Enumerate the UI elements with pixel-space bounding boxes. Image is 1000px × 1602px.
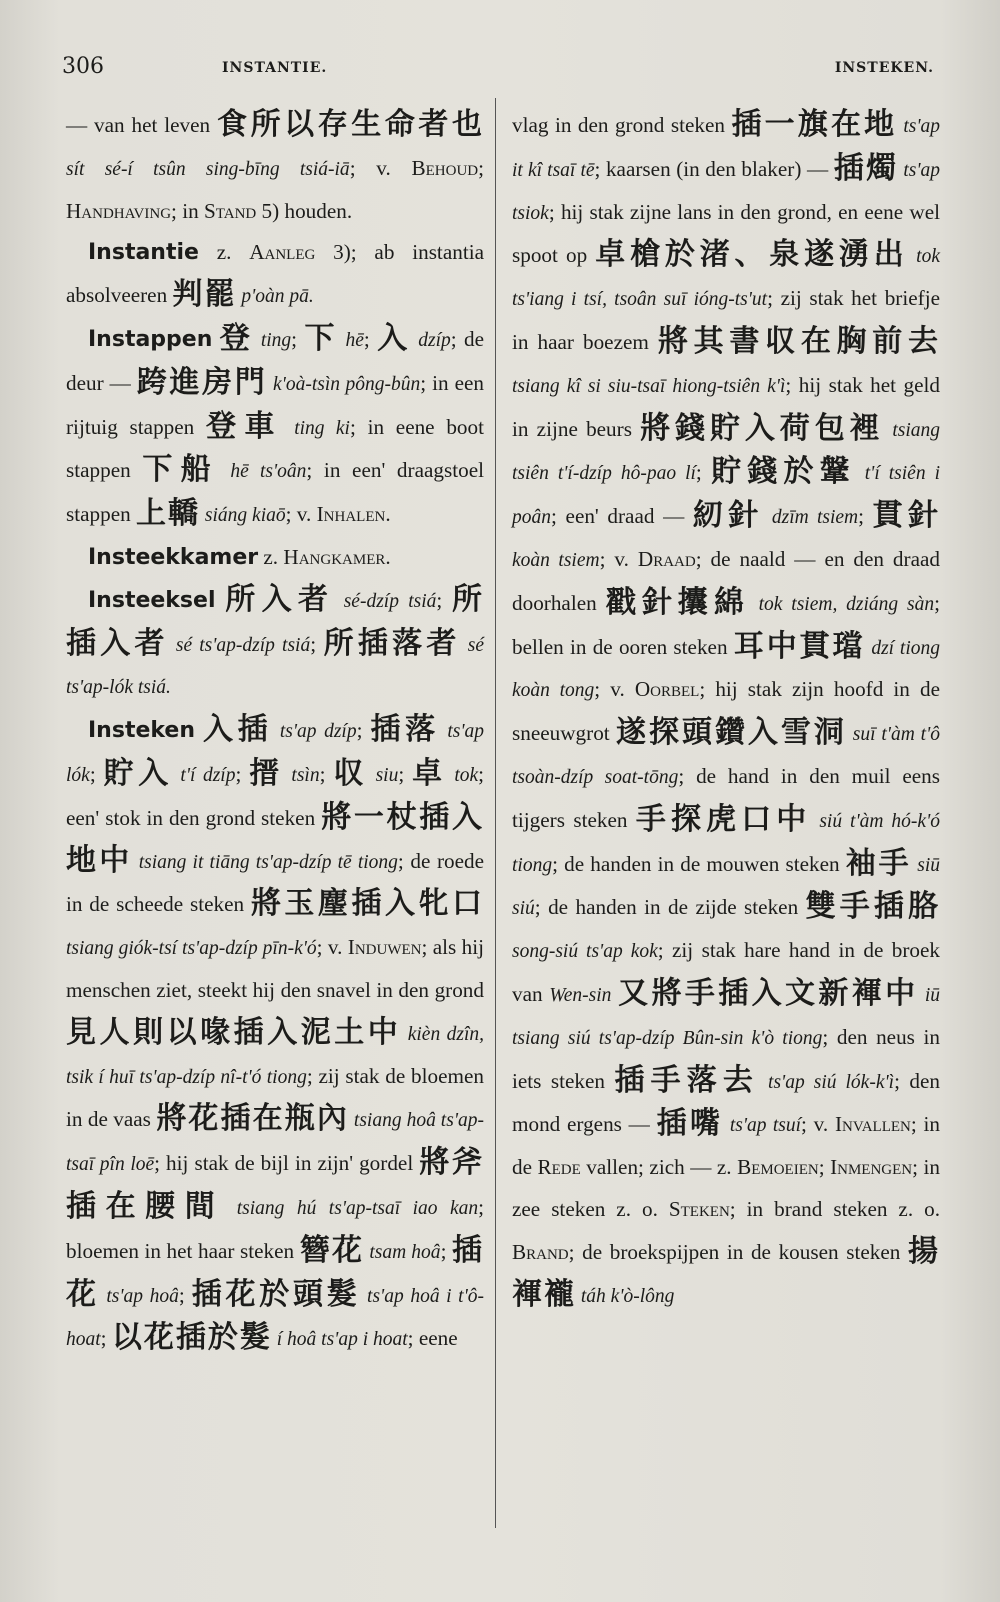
entry-text: ; zij stak de bloemen in de vaas — [66, 1063, 484, 1132]
entry-text: z. — [258, 544, 284, 569]
entry-text: ; zij stak het briefje in haar boezem — [512, 286, 940, 354]
chinese-characters: 所入者 — [225, 581, 335, 617]
entry-text: ; hij stak het geld in zijne beurs — [512, 372, 940, 441]
romanization: koàn tsiem — [512, 549, 600, 571]
romanization: tsam hoâ — [364, 1241, 441, 1263]
entry-text: ; eene — [407, 1326, 458, 1351]
chinese-characters: 遂探頭鑽入雪洞 — [615, 715, 847, 751]
chinese-characters: 登 — [219, 320, 254, 356]
dictionary-entry — [66, 579, 484, 709]
cross-reference: Behoud — [411, 155, 479, 180]
chinese-characters: 貯入 — [103, 755, 173, 791]
romanization: ts'ap hoâ — [99, 1285, 179, 1307]
romanization: tsìn — [283, 764, 320, 786]
romanization: tsiang hú ts'ap-tsaī iao kan — [224, 1197, 479, 1219]
chinese-characters: 又將手插入文新褌中 — [618, 975, 919, 1011]
chinese-characters: 登車 — [206, 408, 283, 444]
chinese-characters: 插手落去 — [614, 1062, 760, 1098]
cross-reference: Steken — [668, 1196, 730, 1221]
entry-text: ; als hij menschen ziet, steekt hij den snavel in den grond — [66, 935, 484, 1002]
entry-text: ; de hand in den muil eens tijgers steken — [512, 763, 940, 832]
entry-text: ; in zee steken z. o. — [512, 1155, 940, 1221]
chinese-characters: 插花於頭髮 — [191, 1276, 361, 1312]
entry-text: ; de handen in de zijde steken — [534, 895, 806, 920]
entry-text: ; — [100, 1326, 112, 1351]
entry-text: ; in — [171, 198, 204, 223]
page-number: 306 — [62, 54, 104, 79]
romanization: ts'ap tsiok — [512, 159, 941, 224]
chinese-characters: 將玉麈插入牝口 — [250, 886, 484, 922]
romanization: ting ki — [282, 417, 350, 439]
entry-text: ; — [695, 460, 712, 485]
entry-text: ; de naald — en den draad doorhalen — [512, 546, 940, 615]
chinese-characters: 插落 — [370, 712, 440, 748]
chinese-characters: 雙手插胳 — [805, 889, 940, 925]
cross-reference: Bemoeien — [737, 1155, 819, 1180]
romanization: í hoâ ts'ap i hoat — [271, 1329, 408, 1351]
entry-text: ; — [436, 587, 452, 612]
chinese-characters: 插燭 — [833, 150, 899, 186]
entry-text: ; — [356, 718, 371, 743]
headword: Insteken — [88, 718, 196, 744]
entry-text: . — [385, 502, 391, 527]
entry-text: ; — [440, 1238, 453, 1263]
romanization: tsiang tsiên t'í-dzíp hô-pao lí — [512, 419, 940, 485]
entry-text: ; v. — [285, 502, 317, 527]
romanization: ting — [253, 329, 292, 351]
romanization: ts'ap hoâ i t'ô-hoat — [66, 1285, 485, 1351]
romanization: ts'ap tsuí — [723, 1115, 802, 1137]
entry-text: ; hij stak zijn hoofd in de sneeuwgrot — [512, 677, 940, 746]
chinese-characters: 耳中貫璫 — [733, 628, 866, 664]
chinese-characters: 將一杖插入地中 — [66, 799, 485, 878]
chinese-characters: 袖手 — [845, 845, 912, 881]
chinese-characters: 卓槍於渚、泉遂湧出 — [595, 237, 909, 273]
headword: Instantie — [88, 240, 199, 266]
cross-reference: Brand — [512, 1239, 569, 1264]
romanization: suī t'àm t'ô tsoàn-dzíp soat-tōng — [512, 724, 941, 788]
dictionary-entry — [66, 537, 484, 579]
chinese-characters: 下船 — [142, 452, 220, 488]
romanization: siu — [368, 764, 399, 786]
cross-reference: Draad — [637, 546, 696, 571]
dictionary-entry — [66, 709, 484, 1361]
romanization: hē ts'oân — [219, 461, 307, 483]
cross-reference: Inmengen — [830, 1155, 913, 1180]
headword: Insteekkamer — [88, 544, 259, 570]
dictionary-entry — [66, 232, 484, 318]
romanization: ts'ap dzíp — [272, 721, 357, 743]
romanization: tok — [446, 764, 479, 786]
romanization: siáng kiaō — [200, 505, 286, 527]
romanization: sé-dzíp tsiá — [334, 590, 437, 612]
entry-text: ; — [89, 761, 104, 786]
romanization: siū siú — [512, 854, 941, 920]
chinese-characters: 搢 — [249, 755, 284, 791]
chinese-characters: 將花插在瓶內 — [156, 1101, 349, 1137]
chinese-characters: 以花插於髮 — [111, 1320, 272, 1356]
romanization: táh k'ò-lông — [576, 1285, 675, 1307]
entry-text: ; — [178, 1282, 192, 1307]
romanization: kièn dzîn, tsik í huī ts'ap-dzíp nî-t'ó tiong — [66, 1023, 485, 1088]
cross-reference: Rede — [537, 1155, 581, 1180]
cross-reference: Aanleg — [249, 240, 316, 265]
romanization: ts'ap siú lók-k'ì — [759, 1071, 895, 1093]
entry-text — [212, 327, 219, 351]
chinese-characters: 卓 — [412, 755, 447, 791]
romanization: t'í tsiên i poân — [512, 463, 940, 529]
entry-text: ; bloemen in het haar steken — [66, 1194, 485, 1263]
chinese-characters: 插一旗在地 — [731, 107, 898, 142]
chinese-characters: 跨進房門 — [136, 364, 268, 400]
chinese-characters: 簪花 — [299, 1232, 365, 1268]
entry-text: ; — [319, 761, 334, 786]
entry-text: ; de broekspijpen in de kousen steken — [568, 1239, 908, 1264]
entry-text: ; hij stak de bijl in zijn' gordel — [154, 1151, 420, 1176]
entry-text: ; — [310, 631, 324, 656]
entry-text: ; v. — [316, 935, 348, 960]
entry-text: . — [385, 544, 391, 569]
chinese-characters: 插嘴 — [656, 1106, 724, 1142]
entry-text: ; v. — [349, 155, 412, 180]
chinese-characters: 見人則以喙插入泥土中 — [66, 1014, 402, 1050]
romanization: tsiang giók-tsí ts'ap-dzíp pīn-k'ó — [66, 938, 317, 960]
romanization: iū tsiang siú ts'ap-dzíp Bûn-sin k'ò tiong — [512, 984, 941, 1049]
romanization: Wen-sin — [549, 984, 612, 1006]
dictionary-entry — [512, 104, 940, 1317]
entry-text — [195, 718, 203, 742]
romanization: tsiang it tiāng ts'ap-dzíp tē tiong — [132, 851, 398, 873]
chinese-characters: 入插 — [202, 712, 273, 748]
entry-text: ; v. — [594, 677, 635, 702]
romanization: p'oàn pā. — [236, 286, 314, 308]
entry-text: ; den mond ergens — — [512, 1068, 940, 1137]
romanization: ts'ap it kî tsaī tē — [512, 116, 941, 181]
romanization: ts'ap lók — [66, 721, 485, 786]
cross-reference: Inhalen — [316, 502, 386, 527]
romanization: song-siú ts'ap kok — [512, 941, 658, 963]
entry-text: ; in de — [512, 1112, 941, 1180]
entry-text: z. — [198, 240, 250, 265]
headword: Instappen — [88, 326, 213, 352]
romanization: k'oà-tsìn pông-bûn — [267, 373, 421, 395]
romanization: sé ts'ap-dzíp tsiá — [168, 634, 311, 656]
romanization: tok ts'iang i tsí, tsoân suī ióng-ts'ut — [512, 246, 940, 311]
entry-text: ; de roede in de scheede steken — [66, 848, 485, 917]
entry-text: ; in een rijtuig stappen — [66, 370, 484, 439]
cross-reference: Invallen — [834, 1112, 911, 1137]
right-column — [512, 104, 940, 1317]
romanization: dzí tiong koàn tong — [512, 637, 940, 702]
entry-text: ; — [478, 155, 484, 180]
chinese-characters: 収 — [333, 755, 369, 791]
entry-text: ; — [858, 504, 873, 529]
chinese-characters: 貫針 — [872, 498, 941, 534]
chinese-characters: 上轎 — [136, 496, 201, 532]
chinese-characters: 所插入者 — [66, 581, 484, 661]
cross-reference: Handhaving — [66, 198, 172, 223]
entry-text — [216, 588, 226, 612]
cross-reference: Stand — [204, 198, 257, 223]
chinese-characters: 下 — [304, 320, 339, 356]
romanization: t'í dzíp — [172, 764, 236, 786]
entry-text: vallen; zich — z. — [580, 1155, 738, 1180]
chinese-characters: 所插落者 — [323, 625, 461, 661]
entry-text: ; in een' draagstoel stappen — [66, 458, 484, 527]
entry-text: ; in brand steken z. o. — [729, 1196, 940, 1221]
entry-text: 3); ab instantia absolveeren — [66, 240, 484, 308]
left-running-head: INSTANTIE. — [222, 60, 328, 76]
entry-text: ; — [291, 326, 305, 351]
entry-text: ; zij stak hare hand in de broek van — [512, 938, 940, 1006]
entry-text: ; — [398, 761, 413, 786]
entry-text: — van het leven — [66, 113, 218, 137]
left-column — [66, 104, 484, 1361]
entry-text: vlag in den grond steken — [512, 113, 732, 137]
entry-text: ; een' draad — — [551, 504, 693, 529]
chinese-characters: 將錢貯入荷包裡 — [640, 410, 885, 446]
romanization: dzíp — [411, 329, 451, 351]
entry-text: ; — [363, 326, 378, 351]
cross-reference: Induwen — [347, 935, 422, 960]
chinese-characters: 戳針攮綿 — [605, 584, 750, 620]
dictionary-entry — [66, 318, 484, 537]
entry-text: ; den neus in iets steken — [512, 1024, 940, 1093]
right-running-head: INSTEKEN. — [834, 60, 934, 76]
chinese-characters: 手探虎口中 — [635, 801, 812, 837]
chinese-characters: 插花 — [66, 1232, 485, 1312]
entry-text: ; — [818, 1155, 831, 1180]
chinese-characters: 食所以存生命者也 — [217, 107, 485, 142]
chinese-characters: 入 — [377, 320, 412, 356]
romanization: sé ts'ap-lók tsiá. — [66, 634, 485, 699]
column-divider — [495, 98, 496, 1528]
romanization: sít sé-í tsûn sing-bīng tsiá-iā — [66, 158, 350, 180]
chinese-characters: 將斧插在腰間 — [66, 1145, 484, 1224]
entry-text: ; de deur — — [66, 326, 485, 395]
entry-text: ; in eene boot stappen — [66, 414, 484, 483]
chinese-characters: 判罷 — [172, 277, 237, 313]
running-header — [62, 54, 934, 84]
headword: Insteeksel — [88, 587, 216, 613]
chinese-characters: 紉針 — [692, 498, 764, 534]
chinese-characters: 將其書収在胸前去 — [657, 323, 941, 359]
chinese-characters: 揚褌襱 — [512, 1233, 940, 1312]
entry-text: ; bellen in de ooren steken — [512, 590, 940, 659]
romanization: tsiang kî si siu-tsaī hiong-tsiên k'ì — [512, 375, 786, 397]
entry-text: ; v. — [599, 546, 638, 571]
romanization: tsiang hoâ ts'ap-tsaī pîn loē — [66, 1110, 484, 1176]
entry-text: 5) houden. — [256, 198, 353, 223]
entry-text: ; hij stak zijne lans in den grond, en eene wel spoot op — [512, 199, 940, 268]
entry-text: ; v. — [801, 1112, 835, 1137]
entry-text: ; de handen in de mouwen steken — [552, 851, 846, 876]
romanization: siú t'àm hó-k'ó tiong — [512, 810, 940, 876]
romanization: hē — [338, 329, 364, 351]
entry-text: ; kaarsen (in den blaker) — — [594, 156, 834, 181]
romanization: tok tsiem, dziáng sàn — [749, 593, 935, 615]
entry-text: ; een' stok in den grond steken — [66, 761, 485, 830]
romanization: dzīm tsiem — [763, 507, 859, 529]
chinese-characters: 貯錢於鞶 — [711, 454, 856, 490]
entry-text: ; — [235, 761, 250, 786]
cross-reference: Oorbel — [634, 677, 700, 702]
dictionary-entry — [66, 104, 484, 232]
cross-reference: Hangkamer — [283, 544, 386, 569]
